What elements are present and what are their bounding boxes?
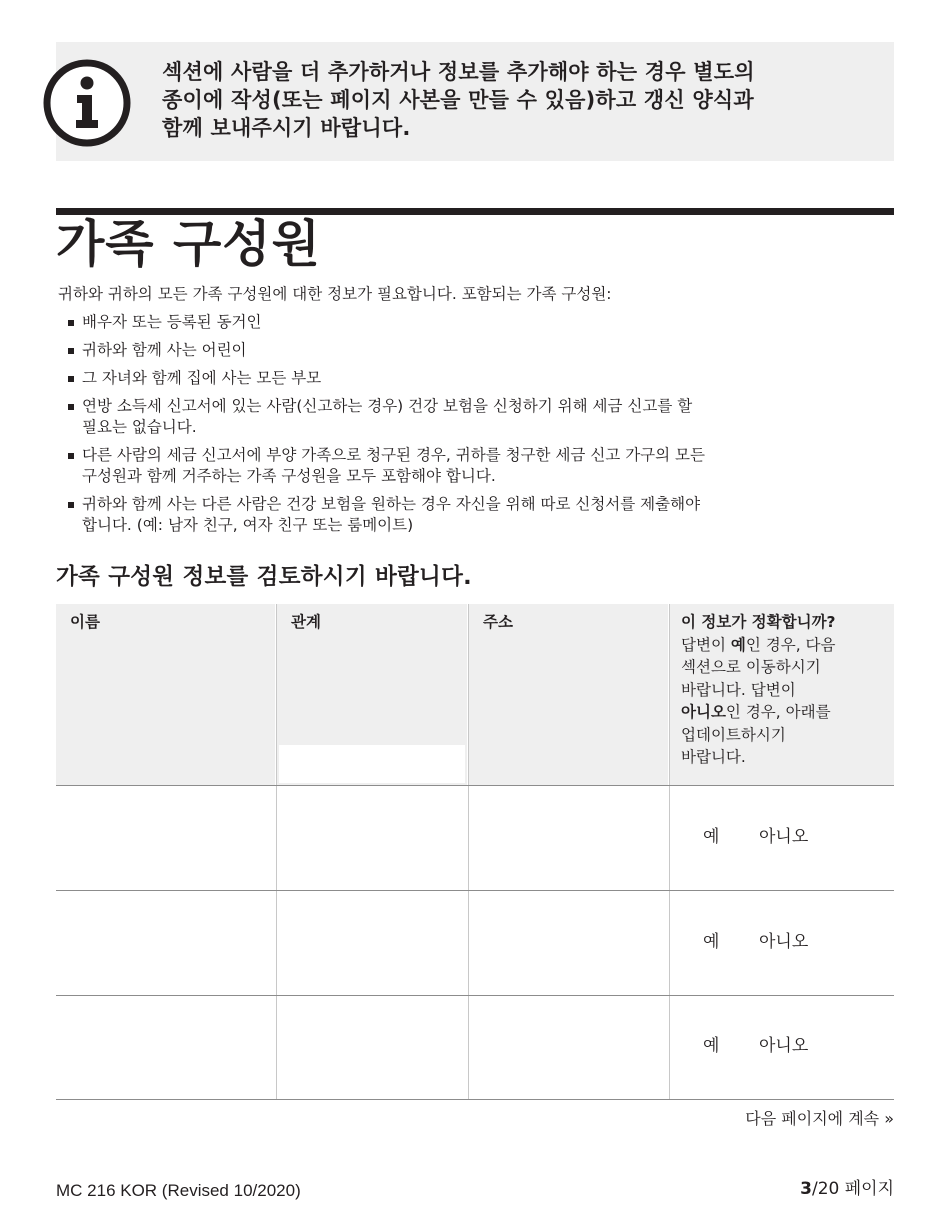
page-number: 3/20 페이지 bbox=[800, 1179, 894, 1199]
address-field[interactable] bbox=[469, 786, 669, 890]
notice-line: 섹션에 사람을 더 추가하거나 정보를 추가해야 하는 경우 별도의 bbox=[162, 60, 755, 84]
member-list bbox=[68, 312, 878, 543]
relationship-field[interactable] bbox=[277, 996, 468, 1099]
relationship-field[interactable] bbox=[277, 786, 468, 890]
no-option[interactable]: 아니오 bbox=[759, 827, 809, 847]
header-cell-question bbox=[670, 604, 894, 785]
name-field[interactable] bbox=[56, 996, 276, 1099]
yes-option[interactable]: 예 bbox=[703, 1036, 720, 1056]
relationship-field[interactable] bbox=[277, 891, 468, 995]
address-field[interactable] bbox=[469, 891, 669, 995]
list-item: 귀하와 함께 사는 다른 사람은 건강 보험을 원하는 경우 자신을 위해 따로 신청서를 제출해야 합니다. (예: 남자 친구, 여자 친구 또는 룸메이트) bbox=[68, 494, 878, 536]
column-header: 이름 bbox=[70, 613, 100, 631]
list-item: 연방 소득세 신고서에 있는 사람(신고하는 경우) 건강 보험을 신청하기 위해 세금 신고를 할 필요는 없습니다. bbox=[68, 396, 878, 438]
header-cell-address bbox=[469, 604, 668, 785]
accuracy-question: 이 정보가 정확합니까? 답변이 예인 경우, 다음 섹션으로 이동하시기 바랍니다. 답변이 아니오인 경우, 아래를 업데이트하시기 바랍니다. bbox=[681, 613, 836, 766]
name-field[interactable] bbox=[56, 786, 276, 890]
list-item: 그 자녀와 함께 집에 사는 모든 부모 bbox=[68, 368, 878, 389]
continue-note: 다음 페이지에 계속 » bbox=[745, 1109, 894, 1128]
yes-option[interactable]: 예 bbox=[703, 827, 720, 847]
row-divider bbox=[56, 1099, 894, 1100]
name-field[interactable] bbox=[56, 891, 276, 995]
notice-line: 함께 보내주시기 바랍니다. bbox=[162, 116, 411, 140]
header-cell-name bbox=[56, 604, 275, 785]
form-id: MC 216 KOR (Revised 10/2020) bbox=[56, 1181, 301, 1200]
no-option[interactable]: 아니오 bbox=[759, 932, 809, 952]
section-intro: 귀하와 귀하의 모든 가족 구성원에 대한 정보가 필요합니다. 포함되는 가족 구성원: bbox=[58, 285, 612, 303]
review-table bbox=[56, 604, 894, 1100]
header-cell-relationship bbox=[277, 604, 467, 785]
list-item: 배우자 또는 등록된 동거인 bbox=[68, 312, 878, 333]
column-header: 주소 bbox=[483, 613, 513, 631]
column-divider bbox=[669, 604, 670, 1100]
column-header: 관계 bbox=[291, 613, 321, 631]
notice-line: 종이에 작성(또는 페이지 사본을 만들 수 있음)하고 갱신 양식과 bbox=[162, 88, 754, 112]
info-icon bbox=[42, 58, 132, 148]
review-title: 가족 구성원 정보를 검토하시기 바랍니다. bbox=[56, 564, 472, 590]
yes-option[interactable]: 예 bbox=[703, 932, 720, 952]
address-field[interactable] bbox=[469, 996, 669, 1099]
header-blank-field bbox=[279, 745, 465, 783]
list-item: 다른 사람의 세금 신고서에 부양 가족으로 청구된 경우, 귀하를 청구한 세금 신고 가구의 모든 구성원과 함께 거주하는 가족 구성원을 모두 포함해야 합니다. bbox=[68, 445, 878, 487]
section-title: 가족 구성원 bbox=[56, 215, 321, 273]
no-option[interactable]: 아니오 bbox=[759, 1036, 809, 1056]
list-item: 귀하와 함께 사는 어린이 bbox=[68, 340, 878, 361]
notice-text bbox=[162, 58, 862, 142]
